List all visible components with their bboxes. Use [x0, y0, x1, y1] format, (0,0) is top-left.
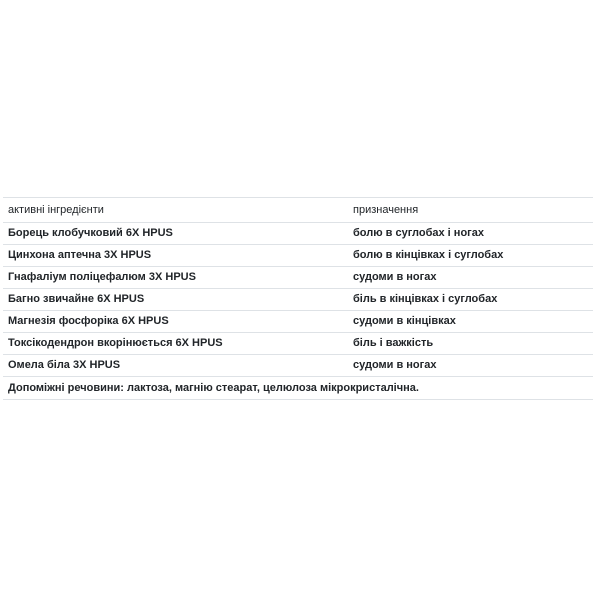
table-row	[3, 311, 593, 333]
table-row	[3, 289, 593, 311]
purpose-cell: судоми в ногах	[353, 271, 437, 283]
table-row	[3, 333, 593, 355]
table-header-row	[3, 198, 593, 223]
ingredient-cell: Омела біла 3X HPUS	[8, 359, 121, 371]
column-header-purpose: призначення	[353, 203, 419, 216]
purpose-cell: судоми в ногах	[353, 359, 437, 371]
table-row	[3, 355, 593, 377]
table-row	[3, 245, 593, 267]
ingredient-cell: Багно звичайне 6X HPUS	[8, 293, 145, 305]
ingredient-cell: Магнезія фосфоріка 6X HPUS	[8, 315, 169, 327]
ingredients-table	[3, 197, 593, 400]
purpose-cell: біль і важкість	[353, 337, 434, 349]
purpose-cell: біль в кінцівках і суглобах	[353, 293, 498, 305]
ingredient-cell: Гнафаліум поліцефалюм 3X HPUS	[8, 271, 196, 283]
table-body	[3, 223, 593, 377]
table-row	[3, 223, 593, 245]
purpose-cell: болю в кінцівках і суглобах	[353, 249, 504, 261]
purpose-cell: болю в суглобах і ногах	[353, 227, 484, 239]
inactive-ingredients-text: Допоміжні речовини: лактоза, магнію стеарат, целюлоза мікрокристалічна.	[8, 381, 419, 394]
ingredient-cell: Борець клобучковий 6X HPUS	[8, 227, 173, 239]
ingredient-cell: Цинхона аптечна 3X HPUS	[8, 249, 152, 261]
column-header-active-ingredients: активні інгредієнти	[8, 203, 104, 216]
purpose-cell: судоми в кінцівках	[353, 315, 456, 327]
ingredient-cell: Токсікодендрон вкорінюється 6X HPUS	[8, 337, 223, 349]
table-footer-row	[3, 377, 593, 400]
table-row	[3, 267, 593, 289]
